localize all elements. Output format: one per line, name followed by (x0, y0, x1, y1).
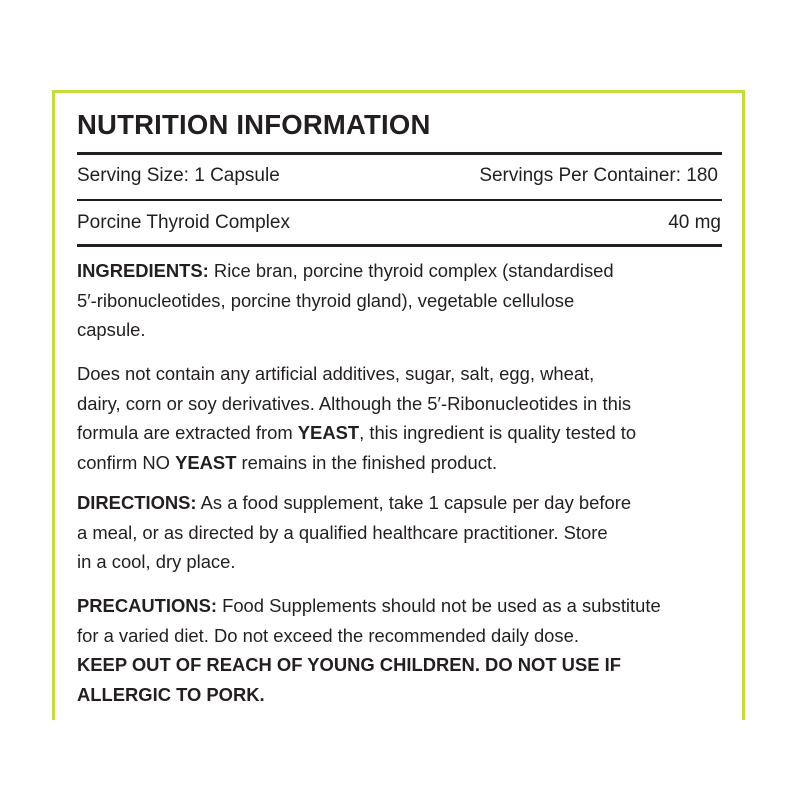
precautions-paragraph (77, 591, 737, 709)
ingredient-divider (77, 244, 722, 247)
warning-line-1: KEEP OUT OF REACH OF YOUNG CHILDREN. DO NOT USE IF (77, 654, 621, 675)
notice-line-2: dairy, corn or soy derivatives. Although the 5′-Ribonucleotides in this (77, 392, 632, 414)
notice-line-3: formula are extracted from YEAST, this ingredient is quality tested to (77, 422, 637, 443)
ingredients-line-1: INGREDIENTS: Rice bran, porcine thyroid complex (standardised (77, 260, 614, 281)
directions-line-2: a meal, or as directed by a qualified healthcare practitioner. Store (77, 521, 608, 543)
serving-divider (77, 199, 722, 201)
precautions-line-1: PRECAUTIONS: Food Supplements should not be used as a substitute (77, 595, 661, 616)
yeast-emphasis: YEAST (175, 451, 237, 473)
ingredient-name: Porcine Thyroid Complex (77, 212, 290, 233)
ingredients-paragraph (77, 256, 737, 345)
ingredients-line-2: 5′-ribonucleotides, porcine thyroid gland), vegetable cellulose (77, 289, 575, 311)
warning-line-2: ALLERGIC TO PORK. (77, 683, 265, 705)
serving-size: Serving Size: 1 Capsule (77, 165, 280, 186)
notice-line-1: Does not contain any artificial additives, sugar, salt, egg, wheat, (77, 363, 595, 384)
directions-paragraph (77, 488, 737, 577)
directions-heading: DIRECTIONS: (77, 492, 197, 513)
notice-paragraph (77, 359, 737, 477)
notice-line-4: confirm NO YEAST remains in the finished product. (77, 451, 498, 473)
ingredients-line-3: capsule. (77, 319, 146, 340)
title-divider (77, 152, 722, 155)
precautions-heading: PRECAUTIONS: (77, 595, 217, 616)
directions-line-1: DIRECTIONS: As a food supplement, take 1 capsule per day before (77, 492, 632, 513)
precautions-line-2: for a varied diet. Do not exceed the recommended daily dose. (77, 624, 579, 646)
directions-line-3: in a cool, dry place. (77, 551, 236, 572)
ingredients-heading: INGREDIENTS: (77, 260, 209, 281)
yeast-emphasis: YEAST (297, 422, 360, 443)
nutrition-title: NUTRITION INFORMATION (77, 109, 431, 140)
servings-per-container: Servings Per Container: 180 (479, 165, 718, 186)
ingredient-amount: 40 mg (668, 212, 721, 233)
